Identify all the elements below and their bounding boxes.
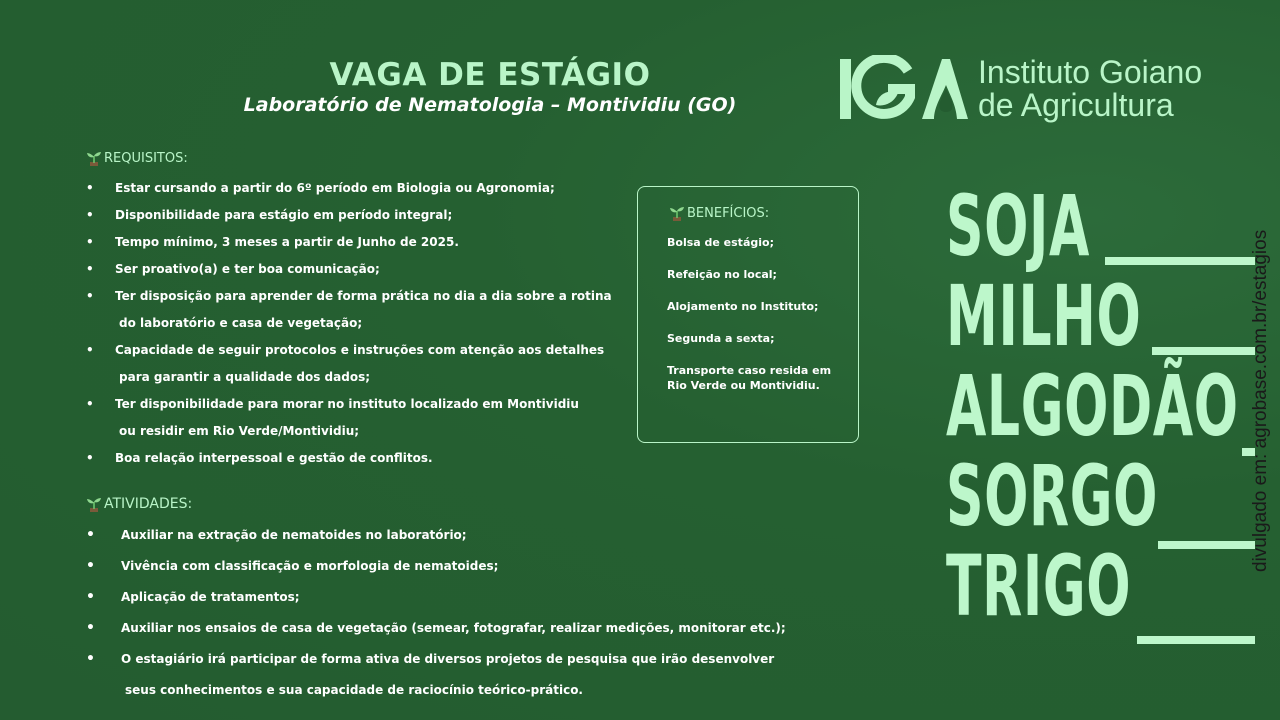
list-item: • Boa relação interpessoal e gestão de conflitos. bbox=[115, 445, 612, 472]
bullet-icon: • bbox=[86, 451, 94, 465]
bullet-icon: • bbox=[86, 343, 94, 357]
bullet-icon: • bbox=[86, 651, 95, 667]
crop-item: SOJA bbox=[946, 177, 1090, 275]
bullet-icon: • bbox=[86, 235, 94, 249]
bullet-icon: • bbox=[86, 589, 95, 605]
bullet-icon: • bbox=[86, 208, 94, 222]
page-title: VAGA DE ESTÁGIO bbox=[329, 57, 651, 93]
beneficios-heading-label: BENEFÍCIOS: bbox=[687, 205, 770, 221]
list-item: • O estagiário irá participar de forma ativa de diversos projetos de pesquisa que irão desenvolver seus conhecimentos e sua capacidade de raciocínio teórico-prático. bbox=[121, 644, 786, 706]
requisitos-heading bbox=[86, 150, 188, 166]
requisitos-list bbox=[86, 175, 612, 472]
crop-underline bbox=[1152, 347, 1255, 355]
list-item: Transporte caso resida em Rio Verde ou Montividiu. bbox=[667, 364, 832, 392]
list-item: • Ser proativo(a) e ter boa comunicação; bbox=[115, 256, 612, 283]
bullet-icon: • bbox=[86, 527, 95, 543]
crop-underline bbox=[1158, 541, 1255, 549]
atividades-heading-label: ATIVIDADES: bbox=[104, 496, 193, 512]
list-item: • Auxiliar nos ensaios de casa de vegetação (semear, fotografar, realizar medições, monitorar etc.); bbox=[121, 613, 786, 644]
list-item: • Vivência com classificação e morfologia de nematoides; bbox=[121, 551, 786, 582]
crop-underline bbox=[1137, 636, 1255, 644]
beneficios-heading bbox=[669, 205, 769, 221]
logo-line-1: Instituto Goiano bbox=[978, 54, 1203, 90]
sprout-icon bbox=[86, 496, 102, 512]
iga-logo bbox=[838, 55, 1202, 123]
crop-item: ALGODÃO bbox=[946, 357, 1239, 455]
list-item: • Auxiliar na extração de nematoides no laboratório; bbox=[121, 520, 786, 551]
crop-underline bbox=[1105, 257, 1255, 265]
bullet-icon: • bbox=[86, 620, 95, 636]
list-item: • Ter disposição para aprender de forma prática no dia a dia sobre a rotina do laboratório e casa de vegetação; bbox=[115, 283, 612, 337]
crop-item: TRIGO bbox=[946, 537, 1132, 635]
bullet-icon: • bbox=[86, 558, 95, 574]
source-watermark: divulgado em: agrobase.com.br/estagios bbox=[1250, 229, 1271, 572]
list-item: • Disponibilidade para estágio em período integral; bbox=[115, 202, 612, 229]
list-item: • Tempo mínimo, 3 meses a partir de Junho de 2025. bbox=[115, 229, 612, 256]
sprout-icon bbox=[669, 205, 685, 221]
list-item: Refeição no local; bbox=[667, 268, 777, 281]
leaf-and-drop-icon bbox=[838, 55, 968, 123]
atividades-heading bbox=[86, 496, 192, 512]
crops-list bbox=[946, 177, 1280, 635]
bullet-icon: • bbox=[86, 289, 94, 303]
iga-logo-mark bbox=[838, 55, 968, 123]
list-item: • Estar cursando a partir do 6º período em Biologia ou Agronomia; bbox=[115, 175, 612, 202]
logo-line-2: de Agricultura bbox=[978, 87, 1174, 123]
atividades-list bbox=[86, 520, 786, 706]
bullet-icon: • bbox=[86, 397, 94, 411]
iga-logo-text bbox=[978, 56, 1202, 122]
list-item: • Aplicação de tratamentos; bbox=[121, 582, 786, 613]
list-item: Segunda a sexta; bbox=[667, 332, 775, 345]
sprout-icon bbox=[86, 150, 102, 166]
beneficios-box bbox=[637, 186, 859, 443]
list-item: Bolsa de estágio; bbox=[667, 236, 774, 249]
requisitos-heading-label: REQUISITOS: bbox=[104, 150, 188, 166]
crop-item: MILHO bbox=[946, 267, 1142, 365]
list-item: • Capacidade de seguir protocolos e instruções com atenção aos detalhes para garantir a qualidade dos dados; bbox=[115, 337, 612, 391]
list-item: Alojamento no Instituto; bbox=[667, 300, 819, 313]
page-subtitle: Laboratório de Nematologia – Montividiu (GO) bbox=[243, 94, 737, 116]
bullet-icon: • bbox=[86, 262, 94, 276]
crop-item: SORGO bbox=[946, 447, 1159, 545]
list-item: • Ter disponibilidade para morar no instituto localizado em Montividiu ou residir em Rio Verde/Montividiu; bbox=[115, 391, 612, 445]
title-block bbox=[200, 58, 780, 117]
beneficios-list bbox=[667, 235, 831, 410]
bullet-icon: • bbox=[86, 181, 94, 195]
